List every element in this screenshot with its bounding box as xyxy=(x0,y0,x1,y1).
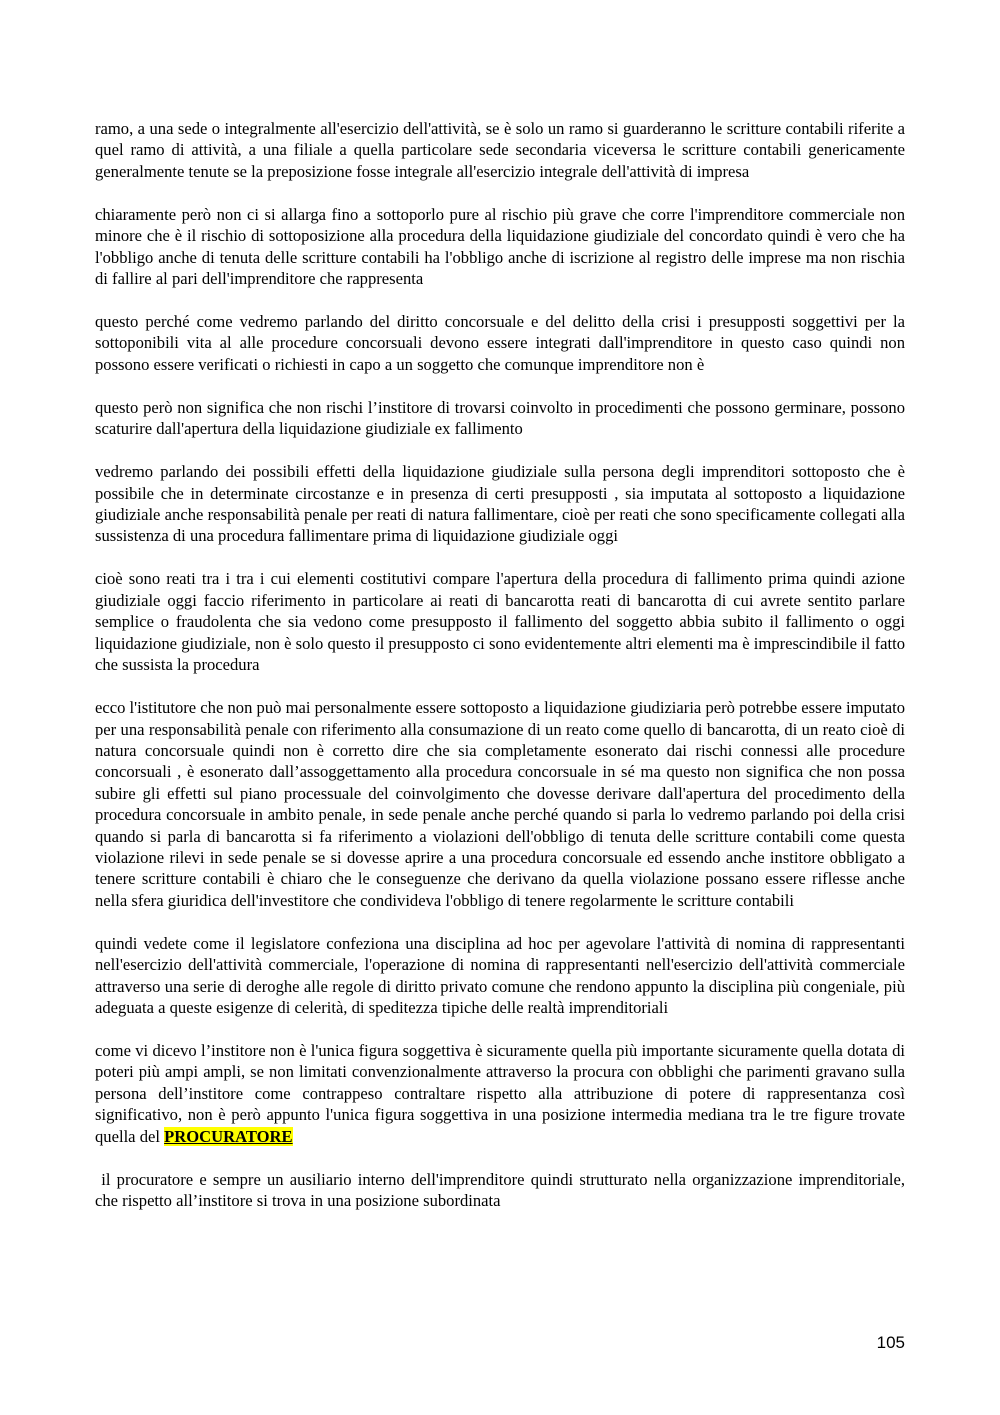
paragraph-8: quindi vedete come il legislatore confeziona una disciplina ad hoc per agevolare l'attività di nomina di rappresentanti nell'esercizio dell'attività commerciale, l'operazione di nomina di rappresentanti nell'esercizio dell'attività commerciale attraverso una serie di deroghe alle regole di diritto privato comune che rendono appunto la disciplina più congeniale, più adeguata a queste esigenze di celerità, di speditezza tipiche delle realtà imprenditoriali xyxy=(95,933,905,1017)
paragraph-6: cioè sono reati tra i tra i cui elementi costitutivi compare l'apertura della procedura di fallimento prima quindi azione giudiziale oggi faccio riferimento in particolare ai reati di bancarotta reati di bancarotta di cui avrete sentito parlare semplice o fraudolenta che sia vedono come presupposto il fallimento del soggetto abbia subito il fallimento o oggi liquidazione giudiziale, non è solo questo il presupposto ci sono evidentemente altri elementi ma è imprescindibile il fatto che sussista la procedura xyxy=(95,569,905,675)
paragraph-4: questo però non significa che non rischi l’institore di trovarsi coinvolto in procedimenti che possono germinare, possono scaturire dall'apertura della liquidazione giudiziale ex fallimento xyxy=(95,397,905,439)
paragraph-1: ramo, a una sede o integralmente all'esercizio dell'attività, se è solo un ramo si guarderanno le scritture contabili riferite a quel ramo di attività, a una filiale a quella particolare sede secondaria viceversa le scritture contabili genericamente generalmente tenute se la preposizione fosse integrale all'esercizio integrale dell'attività di impresa xyxy=(95,119,905,181)
paragraph-9 xyxy=(95,1040,905,1147)
paragraph-2: chiaramente però non ci si allarga fino a sottoporlo pure al rischio più grave che corre l'imprenditore commerciale non minore che è il rischio di sottoposizione alla procedura della liquidazione giudiziale del concordato quindi è vero che ha l'obbligo anche di tenuta delle scritture contabili ha l'obbligo anche di iscrizione al registro delle imprese ma non rischia di fallire al pari dell'imprenditore che rappresenta xyxy=(95,204,905,289)
paragraph-3: questo perché come vedremo parlando del diritto concorsuale e del delitto della crisi i presupposti soggettivi per la sottoponibili vita al alle procedure concorsuali devono essere integrati dall'imprenditore in questo caso quindi non possono essere verificati o richiesti in capo a un soggetto che comunque imprenditore non è xyxy=(95,312,905,374)
paragraph-5: vedremo parlando dei possibili effetti della liquidazione giudiziale sulla persona degli imprenditori sottoposto che è possibile che in determinate circostanze e in presenza di certi presupposti , sia imputata al sottoposto a liquidazione giudiziale anche responsabilità penale per reati di natura fallimentare, cioè per reati che sono specificamente collegati alla sussistenza di una procedura fallimentare prima di liquidazione giudiziale oggi xyxy=(95,462,905,546)
highlighted-term: PROCURATORE xyxy=(164,1126,293,1146)
document-body xyxy=(95,118,910,1233)
paragraph-9-text: come vi dicevo l’institore non è l'unica figura soggettiva è sicuramente quella più importante sicuramente quella dotata di poteri più ampi ampli, se non limitati convenzionalmente attraverso la procura con obblighi che parimenti gravano sulla persona dell’institore come contrappeso contraltare rispetto alla attribuzione di potere di rappresentanza così significativo, non è però appunto l'unica figura soggettiva in una posizione intermedia mediana tra le tre figure trovate quella del xyxy=(95,1040,905,1146)
paragraph-7: ecco l'istitutore che non può mai personalmente essere sottoposto a liquidazione giudiziaria però potrebbe essere imputato per una responsabilità penale con riferimento alla consumazione di un reato come quello di bancarotta, di un reato cioè di natura concorsuale quindi non è corretto dire che sia completamente esonerato dai rischi connessi alle procedure concorsuali , è esonerato dall’assoggettamento alla procedura concorsuale in sé ma questo non significa che non possa subire gli effetti sul piano processuale del coinvolgimento che dovesse derivare dall'apertura del procedimento della procedura concorsuale in ambito penale, in sede penale anche perché quando si parla lo vedremo parlando poi della crisi quando si parla di bancarotta si fa riferimento a violazioni dell'obbligo di tenuta delle scritture contabili come questa violazione rilevi in sede penale se si dovesse aprire a una procedura concorsuale ed essendo anche institore obbligato a tenere scritture contabili è chiaro che le conseguenze che derivano da quella violazione possano essere riflesse anche nella sfera giuridica dell'investitore che condivideva l'obbligo di tenere regolarmente le scritture contabili xyxy=(95,698,905,910)
paragraph-10: il procuratore e sempre un ausiliario interno dell'imprenditore quindi strutturato nella organizzazione imprenditoriale, che rispetto all’institore si trova in una posizione subordinata xyxy=(95,1169,910,1210)
page-number: 105 xyxy=(876,1333,905,1352)
